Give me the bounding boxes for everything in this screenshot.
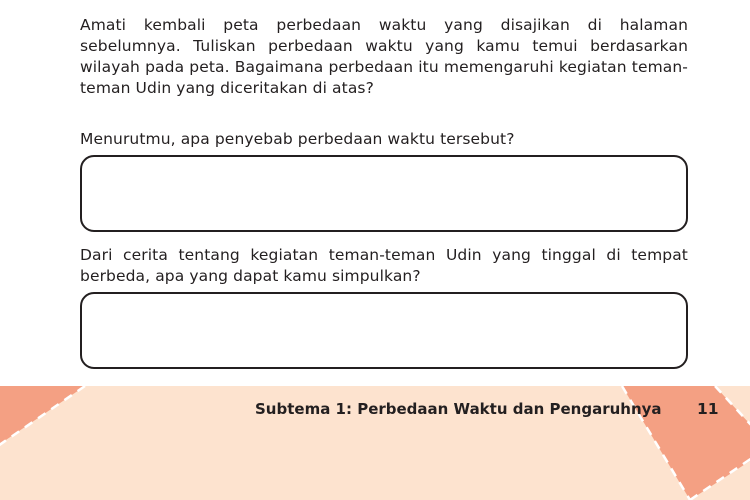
question-2: Dari cerita tentang kegiatan teman-teman Udin yang tinggal di tempat berbeda, apa yang dapat kamu simpulkan? [80,246,688,285]
instruction-paragraph: Amati kembali peta perbedaan waktu yang disajikan di halaman sebelumnya. Tuliskan perbedaan waktu yang kamu temui berdasarkan wilayah pada peta. Bagaimana perbedaan itu memengaruhi kegiatan teman-teman Udin yang diceritakan di atas? [80,16,688,97]
answer-box-2[interactable] [80,292,688,369]
page-number: 11 [697,400,719,418]
subtheme-title: Subtema 1: Perbedaan Waktu dan Pengaruhnya [255,400,662,418]
answer-box-1[interactable] [80,155,688,232]
question-1: Menurutmu, apa penyebab perbedaan waktu tersebut? [80,130,515,148]
